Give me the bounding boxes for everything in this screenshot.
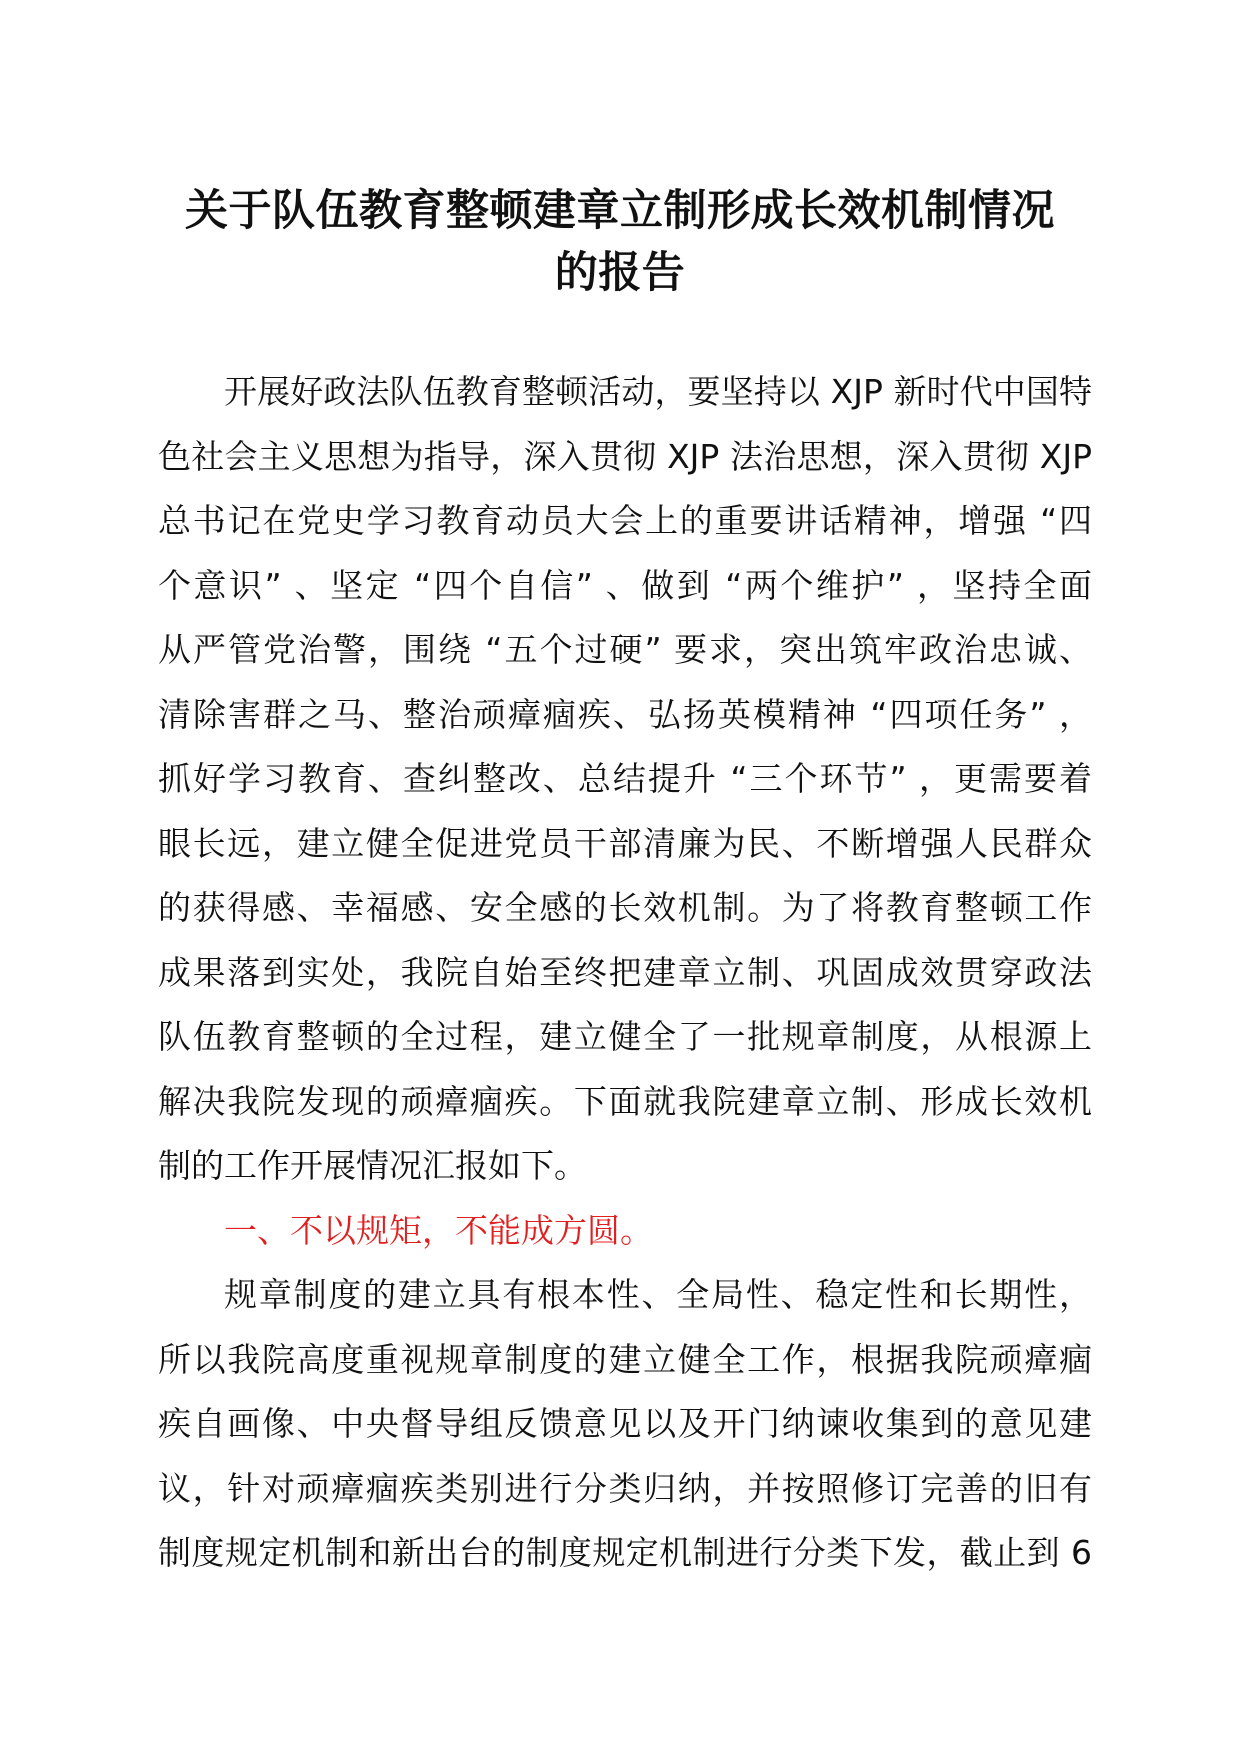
text-line: 成果落到实处，我院自始至终把建章立制、巩固成效贯穿政法 — [158, 952, 1092, 992]
text-line: 个意识” 、坚定 “四个自信” 、做到 “两个维护” ，坚持全面 — [158, 565, 1092, 605]
text-line: 开展好政法队伍教育整顿活动，要坚持以 XJP 新时代中国特 — [224, 372, 1092, 411]
text-line: 议，针对顽瘴痼疾类别进行分类归纳，并按照修订完善的旧有 — [158, 1468, 1092, 1508]
text-line: 从严管党治警，围绕 “五个过硬” 要求，突出筑牢政治忠诚、 — [158, 630, 1092, 669]
paragraph-2 — [158, 1263, 1092, 1586]
text-line: 疾自画像、中央督导组反馈意见以及开门纳谏收集到的意见建 — [158, 1404, 1092, 1443]
text-line: 队伍教育整顿的全过程，建立健全了一批规章制度，从根源上 — [158, 1017, 1092, 1056]
text-line: 规章制度的建立具有根本性、全局性、稳定性和长期性， — [224, 1275, 1092, 1314]
title-line-2: 的报告 — [554, 248, 686, 298]
text-line: 总书记在党史学习教育动员大会上的重要讲话精神，增强 “四 — [158, 501, 1092, 540]
text-line: 眼长远，建立健全促进党员干部清廉为民、不断增强人民群众 — [158, 823, 1092, 863]
text-line: 解决我院发现的顽瘴痼疾。下面就我院建章立制、形成长效机 — [158, 1081, 1092, 1121]
text-line: 的获得感、幸福感、安全感的长效机制。为了将教育整顿工作 — [158, 888, 1092, 927]
paragraph-1 — [158, 360, 1092, 1199]
text-line: 制的工作开展情况汇报如下。 — [158, 1146, 587, 1185]
document-body — [158, 360, 1092, 1586]
text-line: 制度规定机制和新出台的制度规定机制进行分类下发，截止到 6 — [158, 1533, 1092, 1572]
title-line-1: 关于队伍教育整顿建章立制形成长效机制情况 — [185, 186, 1055, 236]
text-line: 清除害群之马、整治顽瘴痼疾、弘扬英模精神 “四项任务” ， — [158, 694, 1093, 734]
text-line: 所以我院高度重视规章制度的建立健全工作，根据我院顽瘴痼 — [158, 1339, 1092, 1379]
section-heading: 一、不以规矩，不能成方圆。 — [224, 1210, 653, 1250]
text-line: 抓好学习教育、查纠整改、总结提升 “三个环节” ，更需要着 — [158, 759, 1093, 798]
document-title — [150, 180, 1090, 304]
text-line: 色社会主义思想为指导，深入贯彻 XJP 法治思想，深入贯彻 XJP — [158, 436, 1092, 476]
